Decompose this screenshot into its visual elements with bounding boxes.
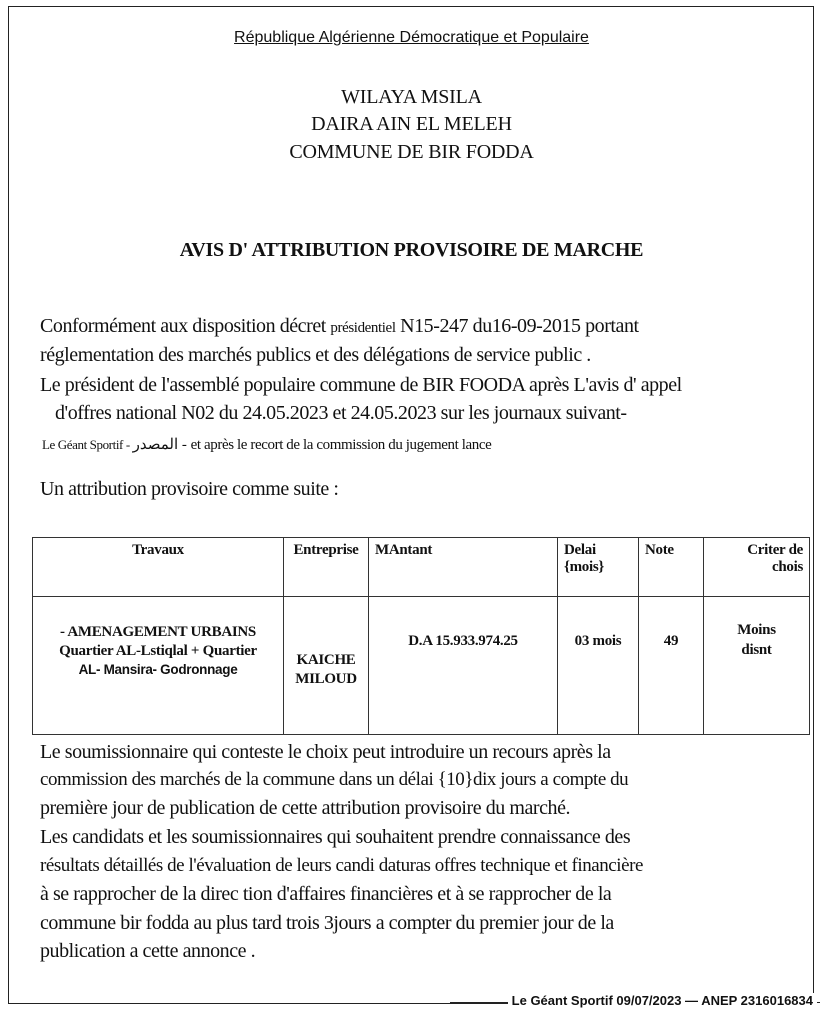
cell-note: 49 (639, 597, 704, 735)
intro-line-1 (40, 316, 639, 336)
republic-heading: République Algérienne Démocratique et Populaire (234, 29, 589, 46)
closing-line-7: commune bir fodda au plus tard trois 3jours a compter du premier jour de la (40, 912, 614, 934)
intro-line-4: d'offres national N02 du 24.05.2023 et 24.05.2023 sur les journaux suivant- (55, 402, 627, 424)
text: {mois} (564, 559, 605, 575)
text: Le Géant Sportif - (42, 437, 133, 452)
header-note: Note (639, 538, 704, 597)
header-delai (558, 538, 639, 597)
intro-line-5 (42, 438, 491, 453)
closing-line-1: Le soumissionnaire qui conteste le choix peut introduire un recours après la (40, 741, 611, 763)
closing-line-5: résultats détaillés de l'évaluation de leurs candi daturas offres technique et financière (40, 855, 643, 876)
daira: DAIRA AIN EL MELEH (311, 113, 512, 135)
text: Quartier AL-Lstiqlal + Quartier (59, 642, 257, 659)
text: Conformément aux disposition décret (40, 315, 331, 337)
text: - AMENAGEMENT URBAINS (60, 624, 256, 640)
commune: COMMUNE DE BIR FODDA (289, 141, 534, 163)
publication-footer: Le Géant Sportif 09/07/2023 — ANEP 2316016834 (508, 993, 817, 1008)
closing-line-2: commission des marchés de la commune dans un délai {10}dix jours a compte du (40, 769, 629, 790)
table-row (33, 597, 810, 735)
cell-entreprise (284, 597, 369, 735)
closing-line-4: Les candidats et les soumissionnaires qui souhaitent prendre connaissance des (40, 826, 631, 848)
header-critere (704, 538, 810, 597)
cell-critere (704, 597, 810, 735)
header-travaux: Travaux (33, 538, 284, 597)
text: disnt (741, 641, 772, 658)
closing-line-8: publication a cette annonce . (40, 940, 256, 962)
text: Moins (737, 622, 776, 638)
notice-title: AVIS D' ATTRIBUTION PROVISOIRE DE MARCHE (179, 239, 644, 261)
header-entreprise: Entreprise (284, 538, 369, 597)
text: KAICHE (296, 652, 356, 668)
arabic-newspaper-name: المصدر (132, 437, 179, 453)
intro-line-3: Le président de l'assemblé populaire commune de BIR FOODA après L'avis d' appel (40, 374, 682, 396)
text: MILOUD (295, 670, 357, 687)
cell-delai: 03 mois (558, 597, 639, 735)
closing-line-6: à se rapprocher de la direc tion d'affaires financières et à se rapprocher de la (40, 883, 612, 905)
text: présidentiel (330, 320, 396, 336)
cell-montant: D.A 15.933.974.25 (369, 597, 558, 735)
intro-line-6: Un attribution provisoire comme suite : (40, 478, 339, 500)
table-header-row (33, 538, 810, 597)
wilaya: WILAYA MSILA (341, 86, 482, 108)
text: AL- Mansira- Godronnage (78, 661, 238, 677)
text: Criter de (747, 542, 803, 558)
attribution-table (32, 537, 810, 735)
cell-travaux (33, 597, 284, 735)
intro-line-2: réglementation des marchés publics et des délégations de service public . (40, 344, 591, 366)
closing-line-3: première jour de publication de cette attribution provisoire du marché. (40, 797, 571, 819)
text: - et après le recort de la commission du jugement lance (178, 437, 492, 453)
header-montant: MAntant (369, 538, 558, 597)
text: Delai (564, 542, 596, 558)
text: chois (771, 559, 803, 575)
text: N15-247 du16-09-2015 portant (395, 315, 639, 337)
